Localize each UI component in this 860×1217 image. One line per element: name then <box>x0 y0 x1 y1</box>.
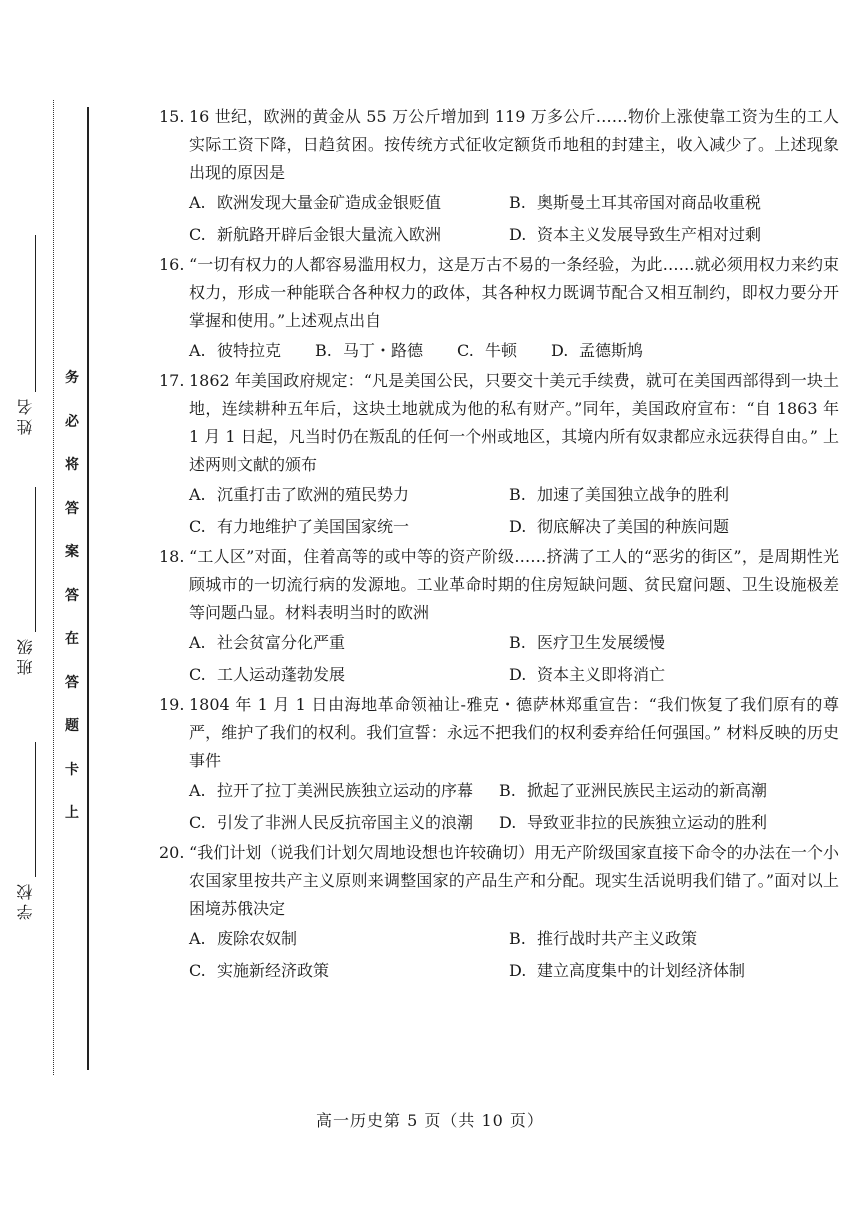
school-blank <box>35 742 36 877</box>
option-b[interactable]: B. 奥斯曼土耳其帝国对商品收重税 <box>509 193 762 212</box>
question-list <box>159 103 839 987</box>
option-d[interactable]: D. 彻底解决了美国的种族问题 <box>509 517 730 536</box>
option-c[interactable]: C. 工人运动蓬勃发展 <box>189 665 346 684</box>
notice-char: 案 <box>65 544 79 560</box>
school-label: 学校 <box>16 880 35 920</box>
option-b[interactable]: B. 马丁・路德 <box>315 341 424 360</box>
binding-solid-line <box>87 107 89 1070</box>
question-number: 18. <box>159 547 185 566</box>
option-list <box>189 335 839 367</box>
notice-char: 务 <box>65 370 79 386</box>
question-number: 16. <box>159 255 185 274</box>
page-footer: 高一历史第 5 页（共 10 页） <box>316 1111 544 1130</box>
option-b[interactable]: B. 推行战时共产主义政策 <box>509 929 698 948</box>
option-d[interactable]: D. 导致亚非拉的民族独立运动的胜利 <box>499 813 768 832</box>
question-number: 15. <box>159 107 185 126</box>
name-blank <box>35 235 36 392</box>
question-20 <box>159 839 839 987</box>
notice-char: 在 <box>65 631 79 647</box>
option-a[interactable]: A. 沉重打击了欧洲的殖民势力 <box>189 485 410 504</box>
question-19 <box>159 691 839 839</box>
option-c[interactable]: C. 牛顿 <box>457 341 518 360</box>
question-stem: “工人区”对面，住着高等的或中等的资产阶级……挤满了工人的“恶劣的街区”，是周期性光顾城市的一切流行病的发源地。工业革命时期的住房短缺问题、贫民窟问题、卫生设施极差等问题凸显。材料表明当时的欧洲 <box>189 547 839 622</box>
notice-char: 答 <box>65 500 79 517</box>
notice-char: 答 <box>65 674 79 691</box>
option-c[interactable]: C. 引发了非洲人民反抗帝国主义的浪潮 <box>189 813 474 832</box>
option-c[interactable]: C. 实施新经济政策 <box>189 961 330 980</box>
question-17 <box>159 367 839 543</box>
option-a[interactable]: A. 社会贫富分化严重 <box>189 633 346 652</box>
question-number: 19. <box>159 695 185 714</box>
name-label: 姓名 <box>16 395 35 435</box>
option-d[interactable]: D. 资本主义即将消亡 <box>509 665 666 684</box>
notice-char: 将 <box>65 457 79 473</box>
question-number: 20. <box>159 843 185 862</box>
option-d[interactable]: D. 资本主义发展导致生产相对过剩 <box>509 225 762 244</box>
notice-char: 上 <box>65 805 79 821</box>
option-b[interactable]: B. 掀起了亚洲民族民主运动的新高潮 <box>499 781 768 800</box>
class-label: 班级 <box>16 635 35 675</box>
option-list <box>189 923 839 987</box>
question-stem: 1862 年美国政府规定：“凡是美国公民，只要交十美元手续费，就可在美国西部得到一块土地，连续耕种五年后，这块土地就成为他的私有财产。”同年，美国政府宣布：“自 1863 年 1 月 1 日起，凡当时仍在叛乱的任何一个州或地区，其境内所有奴隶都应永远获得自由。” 上述两则文献的颁布 <box>189 371 839 474</box>
option-c[interactable]: C. 有力地维护了美国国家统一 <box>189 517 410 536</box>
notice-char: 答 <box>65 587 79 604</box>
question-stem: “一切有权力的人都容易滥用权力，这是万古不易的一条经验，为此……就必须用权力来约束权力，形成一种能联合各种权力的政体，其各种权力既调节配合又相互制约，即权力要分开掌握和使用。”上述观点出自 <box>189 255 839 330</box>
question-18 <box>159 543 839 691</box>
class-blank <box>35 487 36 632</box>
question-number: 17. <box>159 371 185 390</box>
question-15 <box>159 103 839 251</box>
option-d[interactable]: D. 孟德斯鸠 <box>551 341 644 360</box>
option-c[interactable]: C. 新航路开辟后金银大量流入欧洲 <box>189 225 442 244</box>
option-list <box>189 187 839 251</box>
option-a[interactable]: A. 拉开了拉丁美洲民族独立运动的序幕 <box>189 781 474 800</box>
notice-char: 必 <box>65 413 79 430</box>
question-16 <box>159 251 839 367</box>
notice-char: 题 <box>65 718 79 734</box>
option-d[interactable]: D. 建立高度集中的计划经济体制 <box>509 961 746 980</box>
question-stem: 1804 年 1 月 1 日由海地革命领袖让-雅克・德萨林郑重宣告：“我们恢复了我们原有的尊严，维护了我们的权利。我们宣誓：永远不把我们的权利委弃给任何强国。” 材料反映的历史事件 <box>189 695 839 770</box>
question-stem: 16 世纪，欧洲的黄金从 55 万公斤增加到 119 万多公斤……物价上涨使靠工资为生的工人实际工资下降，日趋贫困。按传统方式征收定额货币地租的封建主，收入减少了。上述现象出现的原因是 <box>189 107 839 182</box>
option-b[interactable]: B. 加速了美国独立战争的胜利 <box>509 485 730 504</box>
option-list <box>189 627 839 691</box>
notice-char: 卡 <box>65 761 79 778</box>
question-stem: “我们计划（说我们计划欠周地设想也许较确切）用无产阶级国家直接下命令的办法在一个小农国家里按共产主义原则来调整国家的产品生产和分配。现实生活说明我们错了。”面对以上困境苏俄决定 <box>189 843 839 918</box>
option-a[interactable]: A. 废除农奴制 <box>189 929 298 948</box>
option-a[interactable]: A. 欧洲发现大量金矿造成金银贬值 <box>189 193 442 212</box>
answer-card-notice <box>62 368 82 847</box>
option-list <box>189 479 839 543</box>
option-list <box>189 775 839 839</box>
option-a[interactable]: A. 彼特拉克 <box>189 341 282 360</box>
option-b[interactable]: B. 医疗卫生发展缓慢 <box>509 633 666 652</box>
binding-dotted-line <box>53 100 54 1075</box>
